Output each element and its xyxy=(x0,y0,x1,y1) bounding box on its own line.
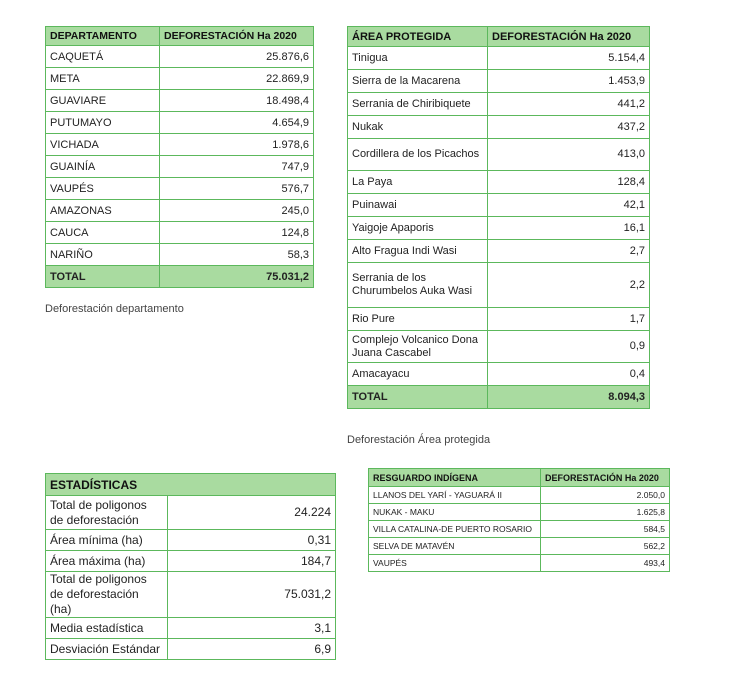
row-value: 1.453,9 xyxy=(488,70,650,93)
row-value: 747,9 xyxy=(160,156,314,178)
row-value: 413,0 xyxy=(488,139,650,171)
column-header: RESGUARDO INDÍGENA xyxy=(369,469,541,487)
departamento-table xyxy=(45,26,314,288)
row-value: 6,9 xyxy=(168,639,336,660)
row-value: 16,1 xyxy=(488,217,650,240)
row-label: Complejo Volcanico Dona Juana Cascabel xyxy=(348,331,488,363)
row-value: 576,7 xyxy=(160,178,314,200)
table-row xyxy=(348,194,650,217)
area-protegida-caption: Deforestación Área protegida xyxy=(347,434,491,446)
row-value: 25.876,6 xyxy=(160,46,314,68)
table-row xyxy=(348,363,650,386)
table-row xyxy=(348,116,650,139)
table-row xyxy=(46,46,314,68)
column-header: DEPARTAMENTO xyxy=(46,27,160,46)
row-label: GUAINÍA xyxy=(46,156,160,178)
row-label: NARIÑO xyxy=(46,244,160,266)
table-row xyxy=(46,551,336,572)
table-row xyxy=(46,90,314,112)
row-value: 493,4 xyxy=(541,555,670,572)
row-label: Yaigoje Apaporis xyxy=(348,217,488,240)
row-label: Sierra de la Macarena xyxy=(348,70,488,93)
row-value: 18.498,4 xyxy=(160,90,314,112)
total-label: TOTAL xyxy=(348,386,488,409)
row-value: 4.654,9 xyxy=(160,112,314,134)
table-row xyxy=(46,639,336,660)
estadisticas-table xyxy=(45,473,336,660)
table-row xyxy=(348,263,650,308)
table-row xyxy=(369,487,670,504)
departamento-caption: Deforestación departamento xyxy=(45,303,184,315)
table-row xyxy=(46,112,314,134)
column-header: DEFORESTACIÓN Ha 2020 xyxy=(541,469,670,487)
table-row xyxy=(46,244,314,266)
row-label: Área mínima (ha) xyxy=(46,530,168,551)
table-header-row xyxy=(348,27,650,47)
row-label: CAUCA xyxy=(46,222,160,244)
row-label: VAUPÉS xyxy=(46,178,160,200)
row-label: Serrania de Chiribiquete xyxy=(348,93,488,116)
table-row xyxy=(46,156,314,178)
row-value: 2,2 xyxy=(488,263,650,308)
column-header: DEFORESTACIÓN Ha 2020 xyxy=(160,27,314,46)
table-row xyxy=(348,171,650,194)
table-header-row xyxy=(46,474,336,496)
row-label: Tinigua xyxy=(348,47,488,70)
row-value: 1,7 xyxy=(488,308,650,331)
row-label: Total de poligonos de deforestación (ha) xyxy=(46,572,168,618)
row-value: 437,2 xyxy=(488,116,650,139)
row-label: AMAZONAS xyxy=(46,200,160,222)
table-row xyxy=(348,70,650,93)
row-value: 184,7 xyxy=(168,551,336,572)
row-label: Nukak xyxy=(348,116,488,139)
row-label: LLANOS DEL YARÍ - YAGUARÁ II xyxy=(369,487,541,504)
row-label: Área máxima (ha) xyxy=(46,551,168,572)
row-value: 3,1 xyxy=(168,618,336,639)
row-value: 24.224 xyxy=(168,496,336,530)
table-row xyxy=(46,530,336,551)
table-row xyxy=(348,308,650,331)
row-label: VAUPÉS xyxy=(369,555,541,572)
row-value: 0,4 xyxy=(488,363,650,386)
table-row xyxy=(348,240,650,263)
table-row xyxy=(46,178,314,200)
area-protegida-table xyxy=(347,26,650,409)
row-value: 1.978,6 xyxy=(160,134,314,156)
row-value: 42,1 xyxy=(488,194,650,217)
row-label: NUKAK - MAKU xyxy=(369,504,541,521)
row-label: La Paya xyxy=(348,171,488,194)
column-header: ESTADÍSTICAS xyxy=(46,474,336,496)
total-label: TOTAL xyxy=(46,266,160,288)
table-row xyxy=(46,618,336,639)
total-value: 75.031,2 xyxy=(160,266,314,288)
row-value: 0,31 xyxy=(168,530,336,551)
row-label: VICHADA xyxy=(46,134,160,156)
row-value: 2,7 xyxy=(488,240,650,263)
row-value: 245,0 xyxy=(160,200,314,222)
table-row xyxy=(46,200,314,222)
row-label: Media estadística xyxy=(46,618,168,639)
row-value: 128,4 xyxy=(488,171,650,194)
total-value: 8.094,3 xyxy=(488,386,650,409)
row-value: 2.050,0 xyxy=(541,487,670,504)
row-label: Cordillera de los Picachos xyxy=(348,139,488,171)
table-row xyxy=(348,139,650,171)
row-label: SELVA DE MATAVÉN xyxy=(369,538,541,555)
table-row xyxy=(46,68,314,90)
row-label: Alto Fragua Indi Wasi xyxy=(348,240,488,263)
table-row xyxy=(46,496,336,530)
table-header-row xyxy=(46,27,314,46)
row-value: 75.031,2 xyxy=(168,572,336,618)
table-row xyxy=(46,134,314,156)
row-label: Desviación Estándar xyxy=(46,639,168,660)
row-label: META xyxy=(46,68,160,90)
table-row xyxy=(348,217,650,240)
total-row xyxy=(348,386,650,409)
row-label: GUAVIARE xyxy=(46,90,160,112)
table-row xyxy=(46,572,336,618)
row-label: Serrania de los Churumbelos Auka Wasi xyxy=(348,263,488,308)
table-row xyxy=(46,222,314,244)
table-row xyxy=(369,538,670,555)
table-row xyxy=(369,504,670,521)
table-header-row xyxy=(369,469,670,487)
row-value: 441,2 xyxy=(488,93,650,116)
row-value: 22.869,9 xyxy=(160,68,314,90)
table-row xyxy=(369,555,670,572)
row-label: VILLA CATALINA-DE PUERTO ROSARIO xyxy=(369,521,541,538)
row-value: 5.154,4 xyxy=(488,47,650,70)
table-row xyxy=(348,47,650,70)
total-row xyxy=(46,266,314,288)
column-header: ÁREA PROTEGIDA xyxy=(348,27,488,47)
column-header: DEFORESTACIÓN Ha 2020 xyxy=(488,27,650,47)
row-value: 58,3 xyxy=(160,244,314,266)
row-value: 0,9 xyxy=(488,331,650,363)
row-value: 124,8 xyxy=(160,222,314,244)
row-label: Amacayacu xyxy=(348,363,488,386)
row-label: CAQUETÁ xyxy=(46,46,160,68)
resguardo-indigena-table xyxy=(368,468,670,572)
table-row xyxy=(348,331,650,363)
row-value: 584,5 xyxy=(541,521,670,538)
row-value: 1.625,8 xyxy=(541,504,670,521)
row-label: Rio Pure xyxy=(348,308,488,331)
row-label: Puinawai xyxy=(348,194,488,217)
row-label: PUTUMAYO xyxy=(46,112,160,134)
row-value: 562,2 xyxy=(541,538,670,555)
table-row xyxy=(369,521,670,538)
table-row xyxy=(348,93,650,116)
row-label: Total de poligonos de deforestación xyxy=(46,496,168,530)
